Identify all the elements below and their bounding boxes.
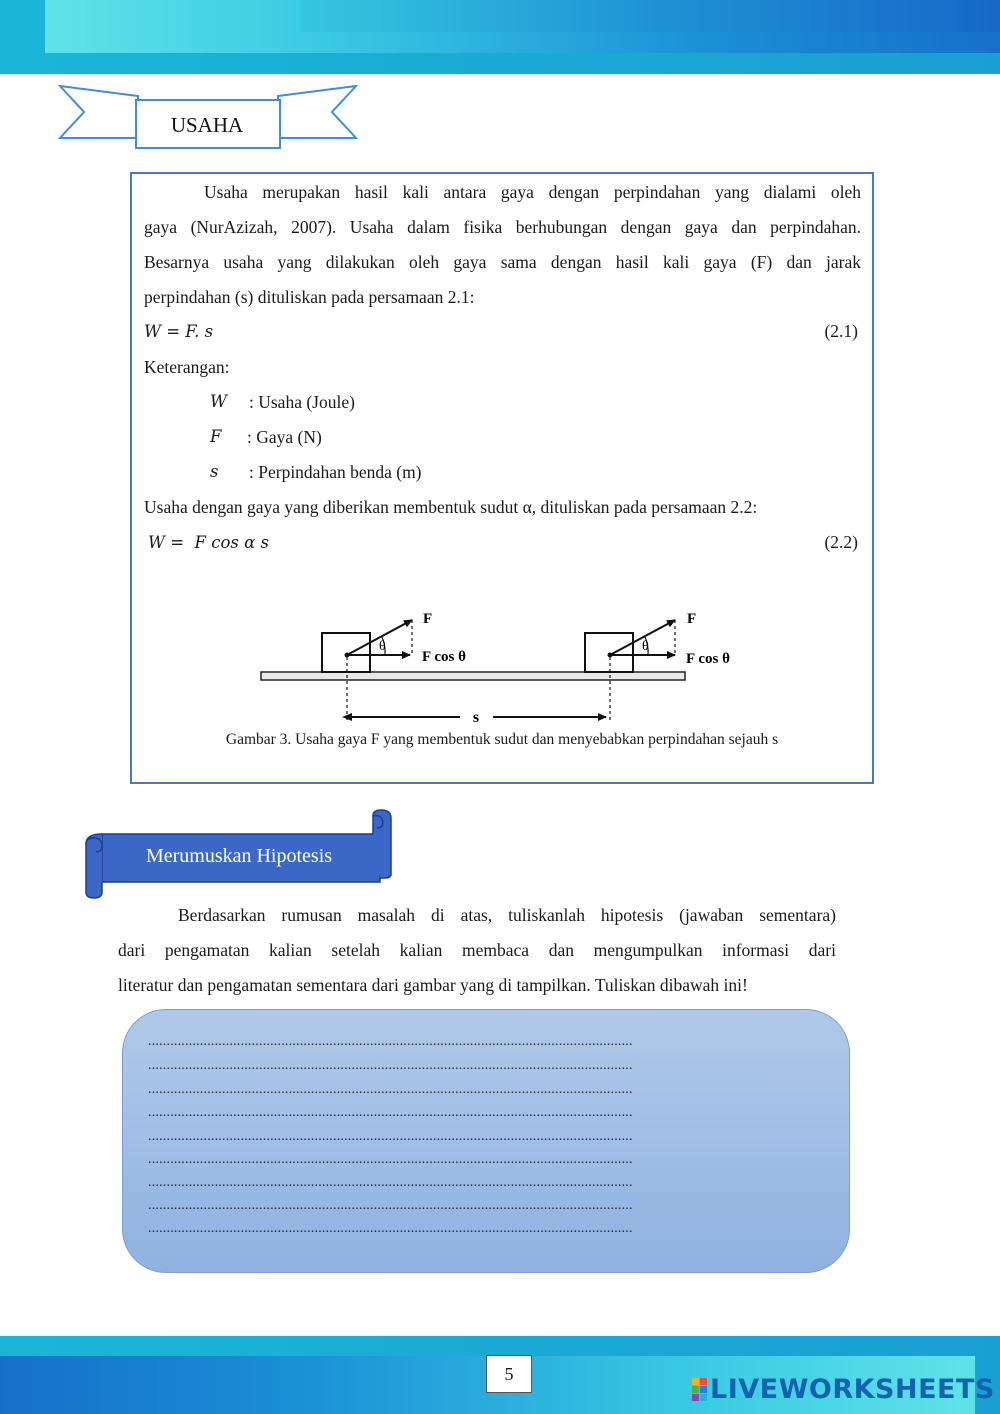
intro-line-1: Usaha merupakan hasil kali antara gaya dengan perpindahan yang dialami oleh (204, 182, 861, 202)
keterangan-label: Keterangan: (144, 357, 230, 377)
legend-symbol-f: F (210, 427, 222, 446)
component-label-end: F cos θ (686, 651, 730, 667)
header-band-accent (300, 0, 1000, 32)
legend-desc-f: : Gaya (N) (247, 427, 322, 447)
answer-line-7[interactable]: ................................................................................................................................... (148, 1176, 633, 1190)
answer-line-9[interactable]: ................................................................................................................................... (148, 1222, 633, 1236)
liveworksheets-icon (692, 1378, 707, 1401)
liveworksheets-logo (692, 1374, 995, 1404)
page-number: 5 (486, 1355, 532, 1393)
intro-line-4: perpindahan (s) dituliskan pada persamaan 2.1: (144, 287, 475, 307)
equation-2-2: W = F cos α s (148, 533, 269, 552)
block-start (322, 633, 370, 672)
component-label-start: F cos θ (422, 649, 466, 665)
work-diagram (255, 600, 755, 730)
angle-label-start: θ (379, 639, 386, 654)
block-end (585, 633, 633, 672)
legend-symbol-s: s (210, 462, 219, 481)
hypothesis-line-2: dari pengamatan kalian setelah kalian membaca dan mengumpulkan informasi dari (118, 940, 836, 960)
liveworksheets-wordmark: LIVEWORKSHEETS (710, 1373, 995, 1405)
equation-2-2-number: (2.2) (824, 532, 858, 552)
answer-line-5[interactable]: ................................................................................................................................... (148, 1130, 633, 1144)
answer-line-8[interactable]: ................................................................................................................................... (148, 1199, 633, 1213)
force-label-start: F (423, 611, 433, 627)
answer-line-4[interactable]: ................................................................................................................................... (148, 1106, 633, 1120)
answer-line-2[interactable]: ................................................................................................................................... (148, 1059, 633, 1073)
force-label-end: F (687, 611, 697, 627)
figure-caption: Gambar 3. Usaha gaya F yang membentuk sudut dan menyebabkan perpindahan sejauh s (225, 731, 779, 748)
hypothesis-title: Merumuskan Hipotesis (145, 845, 333, 867)
angle-text: Usaha dengan gaya yang diberikan membentuk sudut α, dituliskan pada persamaan 2.2: (144, 497, 758, 517)
hypothesis-line-3: literatur dan pengamatan sementara dari gambar yang di tampilkan. Tuliskan dibawah ini! (118, 975, 748, 995)
intro-line-2: gaya (NurAzizah, 2007). Usaha dalam fisika berhubungan dengan gaya dan perpindahan. (144, 217, 861, 237)
displacement-label: s (472, 709, 480, 726)
legend-desc-s: : Perpindahan benda (m) (249, 462, 422, 482)
section-title: USAHA (170, 113, 244, 137)
equation-2-1-number: (2.1) (824, 321, 858, 341)
hypothesis-line-1: Berdasarkan rumusan masalah di atas, tuliskanlah hipotesis (jawaban sementara) (178, 905, 836, 925)
answer-line-1[interactable]: ................................................................................................................................... (148, 1035, 633, 1049)
legend-desc-w: : Usaha (Joule) (249, 392, 355, 412)
angle-label-end: θ (642, 639, 649, 654)
legend-symbol-w: W (210, 392, 227, 411)
answer-line-3[interactable]: ................................................................................................................................... (148, 1083, 633, 1097)
intro-line-3: Besarnya usaha yang dilakukan oleh gaya sama dengan hasil kali gaya (F) dan jarak (144, 252, 861, 272)
ground-surface (261, 672, 685, 680)
equation-2-1: W = F. s (144, 322, 214, 341)
answer-line-6[interactable]: ................................................................................................................................... (148, 1153, 633, 1167)
